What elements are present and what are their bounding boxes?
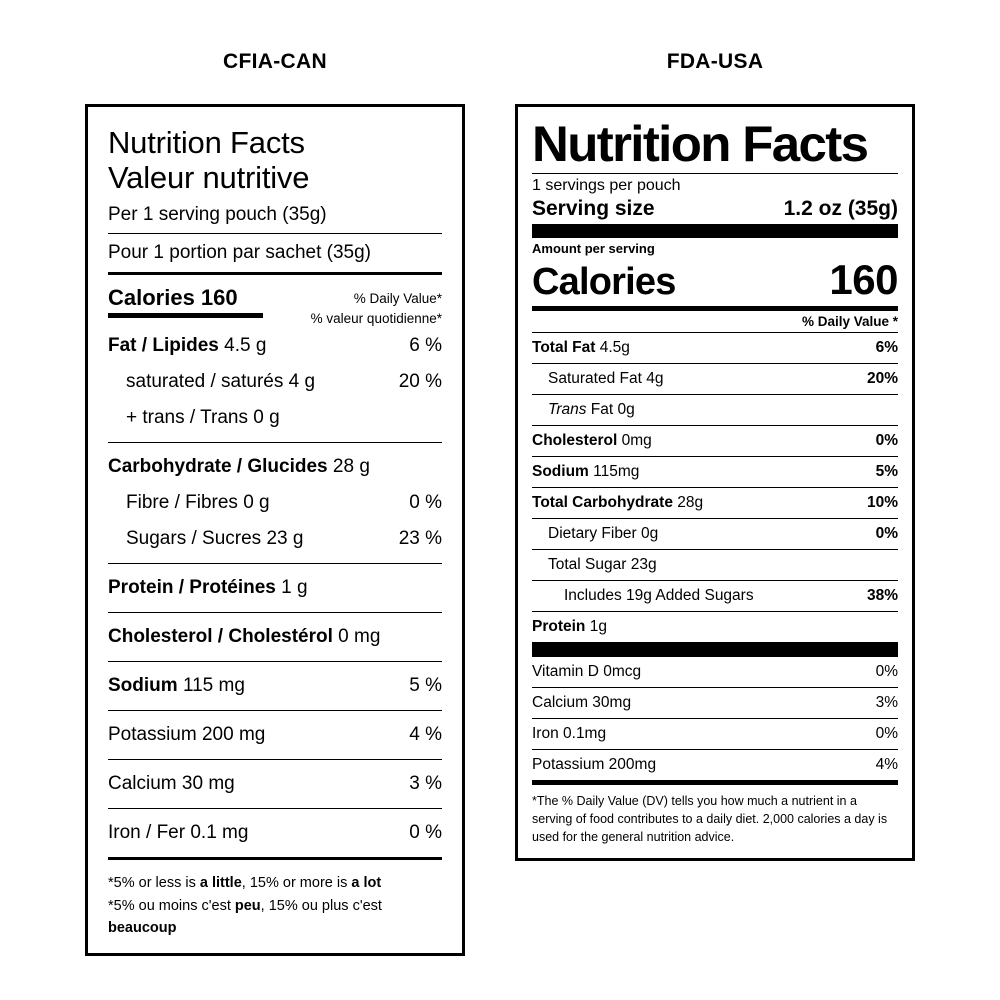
cfia-panel-title: CFIA-CAN [223, 50, 327, 73]
cfia-heading-english: Nutrition Facts [108, 125, 305, 160]
fda-footnote: *The % Daily Value (DV) tells you how much a nutrient in a serving of food contributes to a daily diet. 2,000 calories a day is used for the general nutrition advice. [532, 794, 888, 845]
fda-micronutrient-dv: 3% [875, 694, 898, 711]
cfia-nutrient-row [108, 485, 442, 521]
cfia-nutrient-dv: 6 % [409, 335, 442, 357]
cfia-nutrient-row [108, 570, 442, 606]
divider [108, 612, 442, 613]
fda-nutrition-box [515, 104, 915, 861]
fda-nutrient-dv: 38% [866, 587, 898, 604]
cfia-nutrient-dv: 0 % [409, 492, 442, 514]
cfia-nutrient-row [108, 619, 442, 655]
cfia-nutrient-label: Iron / Fer 0.1 mg [108, 822, 249, 844]
cfia-nutrient-label: Fibre / Fibres 0 g [126, 492, 270, 514]
fda-nutrient-row [532, 519, 898, 549]
fda-serving-size-label: Serving size [532, 197, 655, 220]
cfia-nutrient-dv: 23 % [398, 528, 442, 550]
cfia-nutrient-dv: 0 % [409, 822, 442, 844]
divider [108, 857, 442, 860]
fda-nutrient-row [532, 581, 898, 611]
fda-nutrient-dv: 20% [866, 370, 898, 387]
cfia-daily-value-header [311, 285, 442, 328]
fda-nutrient-row [532, 364, 898, 394]
fda-serving-size-value: 1.2 oz (35g) [783, 197, 898, 220]
fda-heading: Nutrition Facts [532, 116, 868, 172]
fda-servings-per-container: 1 servings per pouch [532, 177, 681, 194]
fda-micronutrient-label: Calcium 30mg [532, 694, 632, 711]
divider [108, 442, 442, 443]
fda-nutrient-dv: 0% [875, 432, 898, 449]
cfia-nutrient-row [108, 717, 442, 753]
fda-nutrient-row [532, 612, 898, 642]
cfia-nutrient-label: Cholesterol / Cholestérol 0 mg [108, 626, 381, 648]
fda-micronutrient-row [532, 657, 898, 687]
cfia-serving-english: Per 1 serving pouch (35g) [108, 203, 327, 225]
cfia-nutrient-rows [108, 328, 442, 851]
divider [108, 759, 442, 760]
cfia-nutrient-label: Sugars / Sucres 23 g [126, 528, 304, 550]
cfia-nutrient-label: Potassium 200 mg [108, 724, 266, 746]
fda-nutrient-row [532, 457, 898, 487]
fda-micronutrient-row [532, 688, 898, 718]
fda-micronutrient-dv: 0% [875, 725, 898, 742]
cfia-nutrient-dv: 5 % [409, 675, 442, 697]
cfia-nutrient-dv: 3 % [409, 773, 442, 795]
fda-micronutrient-label: Potassium 200mg [532, 756, 657, 773]
cfia-nutrient-row [108, 328, 442, 364]
cfia-nutrient-label: Carbohydrate / Glucides 28 g [108, 456, 370, 478]
cfia-nutrient-label: saturated / saturés 4 g [126, 371, 316, 393]
fda-nutrient-label: Dietary Fiber 0g [548, 525, 659, 542]
fda-nutrient-label: Cholesterol 0mg [532, 432, 652, 449]
fda-daily-value-header: % Daily Value * [801, 314, 898, 329]
fda-nutrient-label: Total Fat 4.5g [532, 339, 630, 356]
cfia-serving-french: Pour 1 portion par sachet (35g) [108, 242, 371, 264]
divider [108, 563, 442, 564]
cfia-heading-french: Valeur nutritive [108, 160, 310, 196]
fda-serving-size-row [532, 197, 898, 224]
divider [108, 272, 442, 275]
fda-micronutrient-label: Vitamin D 0mcg [532, 663, 642, 680]
cfia-nutrient-label: Calcium 30 mg [108, 773, 235, 795]
cfia-nutrient-row [108, 766, 442, 802]
fda-nutrient-label: Sodium 115mg [532, 463, 640, 480]
fda-nutrient-label: Saturated Fat 4g [548, 370, 664, 387]
fda-nutrient-label: Protein 1g [532, 618, 607, 635]
fda-nutrient-rows [532, 333, 898, 643]
divider [532, 224, 898, 238]
cfia-footnote [108, 866, 442, 939]
fda-nutrient-row [532, 333, 898, 363]
fda-nutrient-row [532, 550, 898, 580]
fda-nutrient-row [532, 488, 898, 518]
fda-calories-label: Calories [532, 261, 676, 303]
cfia-nutrient-label: Fat / Lipides 4.5 g [108, 335, 267, 357]
fda-nutrient-dv: 0% [875, 525, 898, 542]
divider [108, 233, 442, 234]
cfia-nutrient-row [108, 668, 442, 704]
cfia-nutrient-row [108, 364, 442, 400]
cfia-nutrient-row [108, 521, 442, 557]
cfia-footnote-french: *5% ou moins c'est peu, 15% ou plus c'est beaucoup [108, 897, 382, 936]
cfia-footnote-english: *5% or less is a little, 15% or more is a lot [108, 875, 382, 892]
divider [108, 661, 442, 662]
divider [108, 710, 442, 711]
fda-calories-row [532, 256, 898, 306]
cfia-nutrition-box [85, 104, 465, 956]
cfia-nutrient-label: Protein / Protéines 1 g [108, 577, 308, 599]
cfia-calories-row [108, 281, 442, 328]
fda-nutrient-dv: 5% [875, 463, 898, 480]
cfia-calories: Calories 160 [108, 284, 238, 310]
fda-micronutrient-dv: 0% [875, 663, 898, 680]
fda-nutrient-label: Includes 19g Added Sugars [564, 587, 754, 604]
divider [532, 643, 898, 657]
fda-micronutrient-dv: 4% [875, 756, 898, 773]
cfia-nutrient-label: + trans / Trans 0 g [126, 407, 280, 429]
cfia-nutrient-label: Sodium 115 mg [108, 675, 245, 697]
cfia-nutrient-dv: 20 % [398, 371, 442, 393]
fda-micronutrient-row [532, 719, 898, 749]
fda-micronutrient-row [532, 750, 898, 780]
cfia-dv-french: % valeur quotidienne* [310, 310, 442, 326]
fda-nutrient-label: Trans Fat 0g [548, 401, 635, 418]
cfia-panel [85, 50, 465, 1000]
fda-nutrient-row [532, 426, 898, 456]
cfia-nutrient-row [108, 449, 442, 485]
divider [108, 808, 442, 809]
fda-calories-value: 160 [829, 256, 898, 303]
cfia-dv-english: % Daily Value* [353, 290, 442, 306]
fda-nutrient-row [532, 395, 898, 425]
fda-nutrient-dv: 10% [866, 494, 898, 511]
fda-micronutrient-label: Iron 0.1mg [532, 725, 607, 742]
cfia-nutrient-row [108, 400, 442, 436]
fda-amount-per-serving: Amount per serving [532, 241, 655, 256]
divider [108, 313, 263, 318]
cfia-nutrient-dv: 4 % [409, 724, 442, 746]
fda-nutrient-dv: 6% [875, 339, 898, 356]
fda-nutrient-label: Total Sugar 23g [548, 556, 657, 573]
fda-panel-title: FDA-USA [666, 50, 764, 73]
fda-nutrient-label: Total Carbohydrate 28g [532, 494, 704, 511]
fda-micronutrient-rows [532, 657, 898, 780]
fda-panel [515, 50, 915, 1000]
cfia-nutrient-row [108, 815, 442, 851]
